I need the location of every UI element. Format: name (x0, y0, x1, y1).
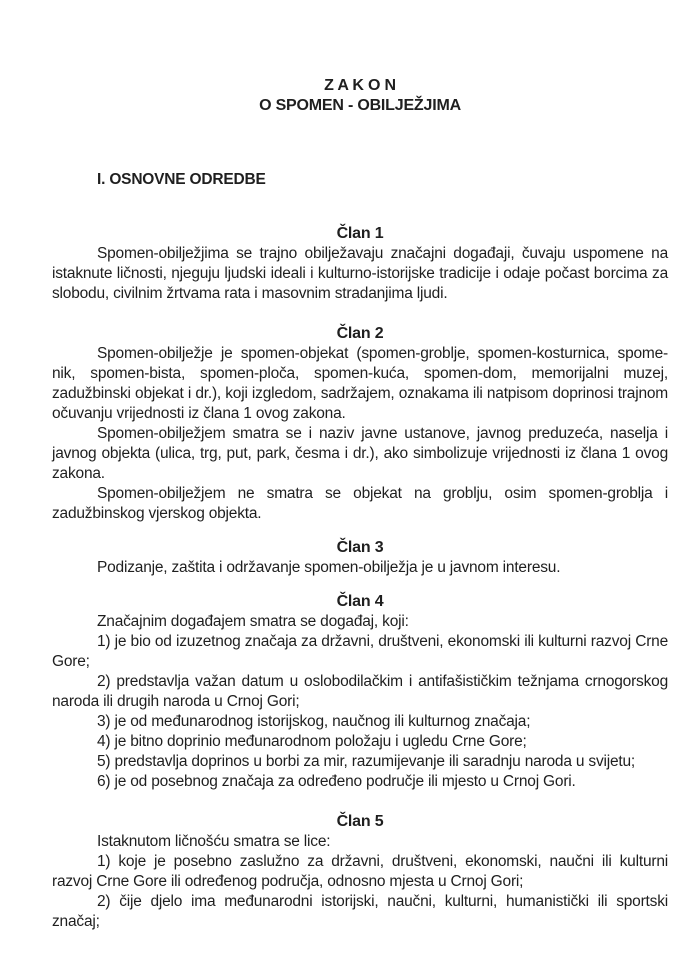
title-line-1: Z A K O N (324, 77, 396, 94)
article-4-item-4: 4) je bitno doprinio međunarodnom položaju i ugledu Crne Gore; (97, 733, 527, 750)
article-3-heading: Član 3 (336, 539, 384, 556)
article-5-item-2: 2) čije djelo ima međunarodni istorijski, naučni, kulturni, humanistički ili sportski značaj; (52, 893, 668, 930)
article-4-item-5: 5) predstavlja doprinos u borbi za mir, razumijevanje ili saradnju naroda u svijetu; (97, 753, 636, 770)
article-5 (52, 812, 668, 932)
article-3-paragraph-1: Podizanje, zaštita i održavanje spomen-obilježja je u javnom interesu. (97, 559, 561, 576)
title-line-2: O SPOMEN - OBILJEŽJIMA (259, 97, 461, 114)
article-1-paragraph-1: Spomen-obilježjima se trajno obilježavaju značajni događaji, čuvaju uspomene na istaknute ličnosti, njeguju ljudski ideali i kulturno-istorijske tradicije i odaje počast borcima za slobodu, civilnim žrtvama rata i masovnim stradanjima ljudi. (52, 245, 668, 302)
article-4-intro: Značajnim događajem smatra se događaj, koji: (97, 613, 409, 630)
article-5-item-1: 1) koje je posebno zaslužno za državni, društveni, ekonomski, naučni ili kulturni razvoj Crne Gore ili određenog područja, odnosno mjesta u Crnoj Gori; (52, 853, 668, 890)
document-title (52, 76, 668, 116)
article-4 (52, 592, 668, 792)
article-4-item-1: 1) je bio od izuzetnog značaja za državni, društveni, ekonomski ili kulturni razvoj Crne Gore; (52, 633, 668, 670)
article-4-item-6: 6) je od posebnog značaja za određeno područje ili mjesto u Crnoj Gori. (97, 773, 576, 790)
article-4-item-3: 3) je od međunarodnog istorijskog, naučnog ili kulturnog značaja; (97, 713, 531, 730)
article-4-item-2: 2) predstavlja važan datum u oslobodilačkim i antifašističkim težnjama crnogorskog naroda ili drugih naroda u Crnoj Gori; (52, 673, 668, 710)
article-2 (52, 324, 668, 524)
article-2-paragraph-2: Spomen-obilježjem smatra se i naziv javne ustanove, javnog preduzeća, naselja i javnog objekta (ulica, trg, put, park, česma i dr.), ako simbolizuje vrijednosti iz člana 1 ovog zakona. (52, 425, 668, 482)
article-1-heading: Član 1 (336, 225, 384, 242)
article-3 (52, 538, 668, 578)
article-2-paragraph-1: Spomen-obilježje je spomen-objekat (spomen-groblje, spomen-kosturnica, spome-nik, spomen-bista, spomen-ploča, spomen-kuća, spomen-dom, memorijalni muzej, zadužbinski objekat i dr.), koji izgledom, sadržajem, oznakama ili natpisom doprinosi trajnom očuvanju vrijednosti iz člana 1 ovog zakona. (52, 345, 668, 422)
article-2-paragraph-3: Spomen-obilježjem ne smatra se objekat na groblju, osim spomen-groblja i zadužbinskog vjerskog objekta. (52, 485, 668, 522)
article-2-heading: Član 2 (336, 325, 384, 342)
article-5-intro: Istaknutom ličnošću smatra se lice: (97, 833, 331, 850)
article-4-heading: Član 4 (336, 593, 384, 610)
article-5-heading: Član 5 (336, 813, 384, 830)
article-1 (52, 224, 668, 304)
section-heading: I. OSNOVNE ODREDBE (97, 171, 266, 188)
